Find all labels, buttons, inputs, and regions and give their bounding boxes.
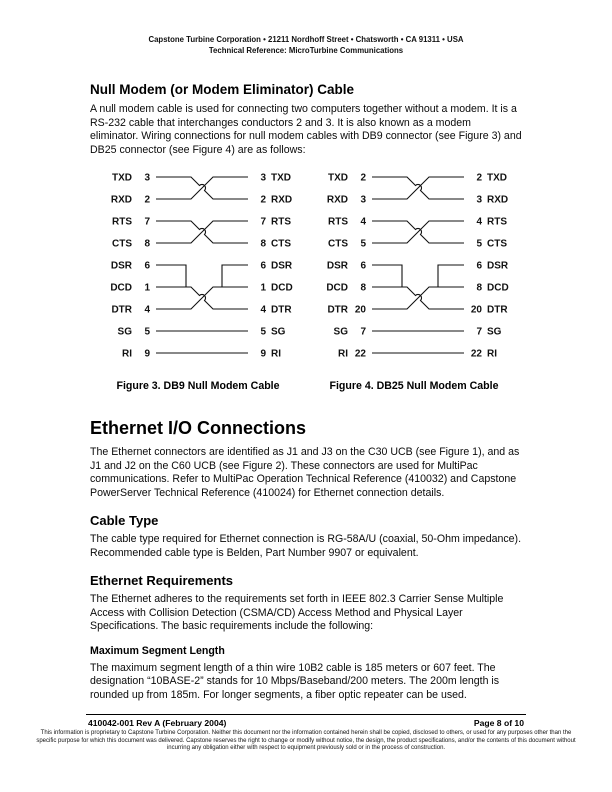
cable-type-heading: Cable Type	[90, 513, 159, 528]
svg-text:DTR: DTR	[111, 304, 132, 316]
svg-text:4: 4	[260, 304, 266, 316]
ethernet-io-paragraph: The Ethernet connectors are identified as J1 and J3 on the C30 UCB (see Figure 1), and as J1 and J2 on the C60 UCB (see Figure 2). These connectors are used for MultiPac communications. Refer to MultiPac Operation Technical Reference (410032) and Capstone PowerServer Technical Reference (410024) for Ethernet connection details.	[90, 446, 520, 499]
svg-text:3: 3	[260, 172, 266, 184]
svg-text:RXD: RXD	[110, 194, 132, 206]
wiring-figures	[90, 163, 522, 392]
max-segment-heading: Maximum Segment Length	[90, 644, 225, 657]
svg-text:20: 20	[470, 304, 482, 316]
db9-wiring-diagram	[98, 163, 298, 368]
svg-text:DTR: DTR	[271, 304, 292, 316]
null-modem-paragraph: A null modem cable is used for connecting two computers together without a modem. It is a RS-232 cable that interchanges conductors 2 and 3. It is also known as a modem eliminator. Wiring connections for null modem cables with DB9 connector (see Figure 3) and DB25 connector (see Figure 4) are as follows:	[90, 103, 522, 156]
svg-text:TXD: TXD	[487, 172, 507, 184]
ethernet-requirements-paragraph: The Ethernet adheres to the requirements set forth in IEEE 802.3 Carrier Sense Multiple Access with Collision Detection (CSMA/CD) Access Method and Physical Layer Specifications. The basic requirements include the following:	[90, 593, 504, 632]
figure-db25	[314, 163, 514, 392]
svg-text:4: 4	[476, 216, 482, 228]
svg-text:5: 5	[360, 238, 366, 250]
svg-text:DSR: DSR	[326, 260, 348, 272]
svg-text:DCD: DCD	[326, 282, 348, 294]
svg-text:DSR: DSR	[487, 260, 509, 272]
svg-text:7: 7	[144, 216, 150, 228]
svg-text:RXD: RXD	[326, 194, 348, 206]
svg-text:6: 6	[360, 260, 366, 272]
svg-text:SG: SG	[333, 326, 348, 338]
svg-text:2: 2	[476, 172, 482, 184]
header-company-line: Capstone Turbine Corporation • 21211 Nordhoff Street • Chatsworth • CA 91311 • USA	[148, 35, 464, 44]
svg-text:1: 1	[260, 282, 266, 294]
svg-text:22: 22	[354, 348, 366, 360]
svg-text:3: 3	[360, 194, 366, 206]
svg-text:20: 20	[354, 304, 366, 316]
db9-wiring-svg	[98, 163, 298, 363]
svg-text:7: 7	[360, 326, 366, 338]
svg-text:RTS: RTS	[112, 216, 132, 228]
svg-text:2: 2	[260, 194, 266, 206]
null-modem-heading: Null Modem (or Modem Eliminator) Cable	[90, 82, 355, 97]
svg-text:1: 1	[144, 282, 150, 294]
svg-text:RXD: RXD	[271, 194, 293, 206]
svg-text:6: 6	[144, 260, 150, 272]
svg-text:9: 9	[144, 348, 150, 360]
figure-db9-caption: Figure 3. DB9 Null Modem Cable	[116, 380, 280, 392]
svg-text:TXD: TXD	[328, 172, 348, 184]
db25-wiring-diagram	[314, 163, 514, 368]
ethernet-io-heading: Ethernet I/O Connections	[90, 418, 307, 438]
svg-text:2: 2	[360, 172, 366, 184]
figure-db25-caption: Figure 4. DB25 Null Modem Cable	[329, 380, 499, 392]
svg-text:SG: SG	[117, 326, 132, 338]
figure-db9	[98, 163, 298, 392]
svg-text:8: 8	[476, 282, 482, 294]
svg-text:CTS: CTS	[271, 238, 291, 250]
svg-text:CTS: CTS	[112, 238, 132, 250]
svg-text:RXD: RXD	[487, 194, 509, 206]
svg-text:DSR: DSR	[271, 260, 293, 272]
page-header	[0, 0, 612, 56]
ethernet-requirements-heading: Ethernet Requirements	[90, 573, 234, 588]
svg-text:3: 3	[144, 172, 150, 184]
svg-text:RTS: RTS	[328, 216, 348, 228]
db25-wiring-svg	[314, 163, 514, 363]
svg-text:CTS: CTS	[328, 238, 348, 250]
svg-text:7: 7	[476, 326, 482, 338]
svg-text:7: 7	[260, 216, 266, 228]
cable-type-paragraph: The cable type required for Ethernet connection is RG-58A/U (coaxial, 50-Ohm impedance). Recommended cable type is Belden, Part Number 9907 or equivalent.	[90, 533, 522, 559]
svg-text:RI: RI	[487, 348, 497, 360]
svg-text:4: 4	[360, 216, 366, 228]
max-segment-paragraph: The maximum segment length of a thin wire 10B2 cable is 185 meters or 607 feet. The designation “10BASE-2” stands for 10 Mbps/Baseband/200 meters. The 200m length is rounded up from 185m. For longer segments, a fiber optic repeater can be used.	[90, 661, 500, 701]
footer-page-number: Page 8 of 10	[473, 718, 524, 728]
page-content	[90, 82, 522, 702]
header-reference-line: Technical Reference: MicroTurbine Communications	[208, 46, 404, 55]
svg-text:DCD: DCD	[110, 282, 132, 294]
svg-text:8: 8	[360, 282, 366, 294]
svg-text:6: 6	[260, 260, 266, 272]
footer-doc-ref: 410042-001 Rev A (February 2004)	[88, 718, 227, 728]
svg-text:RTS: RTS	[487, 216, 507, 228]
svg-text:3: 3	[476, 194, 482, 206]
svg-text:SG: SG	[487, 326, 502, 338]
svg-text:6: 6	[476, 260, 482, 272]
svg-text:5: 5	[144, 326, 150, 338]
svg-text:DTR: DTR	[487, 304, 508, 316]
footer-row	[88, 718, 524, 728]
svg-text:CTS: CTS	[487, 238, 507, 250]
svg-text:9: 9	[260, 348, 266, 360]
svg-text:RTS: RTS	[271, 216, 291, 228]
svg-text:4: 4	[144, 304, 150, 316]
svg-text:TXD: TXD	[271, 172, 291, 184]
svg-text:DTR: DTR	[327, 304, 348, 316]
footer-disclaimer: This information is proprietary to Capstone Turbine Corporation. Neither this document nor the information contained herein shall be copied, disclosed to others, or used for any purposes other than the specific purpose for which this document was delivered. Capstone reserves the right to change or modify without notice, the design, the product specifications, and/or the contents of this document without incurring any obligation either with respect to equipment previously sold or in the process of construction.	[36, 730, 576, 752]
svg-text:5: 5	[260, 326, 266, 338]
svg-text:RI: RI	[271, 348, 281, 360]
svg-text:8: 8	[144, 238, 150, 250]
svg-text:8: 8	[260, 238, 266, 250]
svg-text:22: 22	[470, 348, 482, 360]
svg-text:RI: RI	[122, 348, 132, 360]
svg-text:DCD: DCD	[487, 282, 509, 294]
svg-text:RI: RI	[338, 348, 348, 360]
svg-text:DCD: DCD	[271, 282, 293, 294]
svg-text:2: 2	[144, 194, 150, 206]
svg-text:TXD: TXD	[112, 172, 132, 184]
svg-text:5: 5	[476, 238, 482, 250]
svg-text:SG: SG	[271, 326, 286, 338]
svg-text:DSR: DSR	[110, 260, 132, 272]
page-footer	[0, 714, 612, 753]
footer-divider	[86, 714, 526, 715]
